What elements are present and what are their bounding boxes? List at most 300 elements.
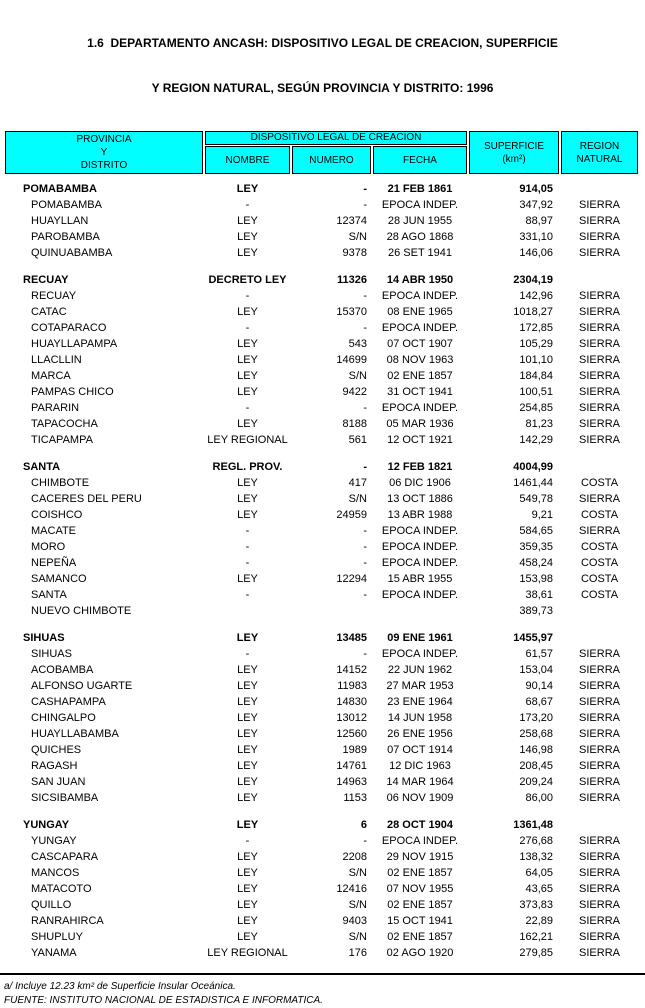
district-row	[5, 833, 639, 849]
cell-superficie: 1018,27	[513, 306, 553, 318]
header-dispositivo-subrow	[205, 146, 467, 174]
cell-name: LLACLLIN	[31, 354, 82, 366]
header-superficie-line2: (km²)	[502, 153, 526, 165]
cell-superficie: 68,67	[525, 696, 553, 708]
cell-superficie: 1461,44	[513, 477, 553, 489]
cell-nombre: LEY	[237, 354, 258, 366]
district-row	[5, 710, 639, 726]
cell-region	[561, 630, 638, 646]
cell-region	[561, 603, 638, 619]
cell-nombre: LEY	[237, 728, 258, 740]
cell-name: MANCOS	[31, 867, 80, 879]
district-row	[5, 432, 639, 448]
cell-nombre: LEY	[237, 509, 258, 521]
cell-superficie: 88,97	[525, 215, 553, 227]
district-row	[5, 881, 639, 897]
header-region-line1: REGION	[579, 140, 620, 152]
cell-numero: -	[363, 290, 367, 302]
cell-name: SAN JUAN	[31, 776, 86, 788]
cell-fecha: 22 JUN 1962	[387, 664, 453, 676]
cell-nombre: LEY	[237, 760, 258, 772]
cell-superficie: 254,85	[519, 402, 553, 414]
district-row	[5, 694, 639, 710]
header-provincia-line1: PROVINCIA	[76, 134, 132, 145]
cell-numero: 6	[360, 819, 367, 831]
cell-fecha: 13 OCT 1886	[387, 493, 453, 505]
header-provincia-line3: DISTRITO	[80, 160, 128, 171]
cell-superficie: 458,24	[519, 557, 553, 569]
cell-name: MORO	[31, 541, 66, 553]
cell-region: SIERRA	[579, 648, 620, 660]
province-row	[5, 630, 639, 646]
cell-region: SIERRA	[579, 680, 620, 692]
header-dispositivo-legal: DISPOSITIVO LEGAL DE CREACION	[205, 131, 467, 145]
cell-numero: 12374	[336, 215, 367, 227]
cell-name: SANTA	[31, 589, 67, 601]
cell-fecha: EPOCA INDEP.	[381, 322, 459, 334]
cell-fecha: 15 OCT 1941	[387, 915, 453, 927]
district-row	[5, 678, 639, 694]
cell-fecha: EPOCA INDEP.	[381, 541, 459, 553]
cell-superficie: 4004,99	[513, 461, 553, 473]
cell-name: MATACOTO	[31, 883, 92, 895]
cell-numero: 11983	[337, 680, 367, 692]
cell-superficie: 138,32	[519, 851, 553, 863]
cell-nombre: LEY	[237, 883, 258, 895]
cell-numero: 14963	[336, 776, 367, 788]
cell-name: SICSIBAMBA	[31, 792, 99, 804]
section-gap	[5, 619, 639, 630]
cell-region: SIERRA	[579, 231, 620, 243]
cell-name: POMABAMBA	[23, 183, 97, 195]
district-row	[5, 603, 639, 619]
header-nombre: NOMBRE	[205, 146, 290, 174]
district-row	[5, 945, 639, 961]
cell-name: HUAYLLABAMBA	[31, 728, 119, 740]
cell-region: SIERRA	[579, 338, 620, 350]
cell-nombre: LEY	[236, 632, 259, 644]
cell-region: COSTA	[580, 589, 619, 601]
cell-superficie: 61,57	[525, 648, 553, 660]
cell-superficie: 359,35	[519, 541, 553, 553]
cell-numero: 176	[348, 947, 367, 959]
cell-nombre: LEY	[237, 338, 258, 350]
district-row	[5, 229, 639, 245]
cell-region: SIERRA	[579, 354, 620, 366]
cell-region: SIERRA	[579, 493, 620, 505]
cell-fecha: EPOCA INDEP.	[381, 835, 459, 847]
cell-nombre: -	[245, 290, 250, 302]
cell-numero: 11326	[337, 274, 367, 286]
cell-name: NEPEÑA	[31, 557, 77, 569]
cell-numero: 543	[348, 338, 367, 350]
province-row	[5, 817, 639, 833]
cell-region: COSTA	[580, 477, 619, 489]
cell-region: SIERRA	[579, 322, 620, 334]
cell-numero: 14830	[336, 696, 367, 708]
header-provincia-distrito	[5, 131, 203, 174]
district-row	[5, 726, 639, 742]
header-superficie-line1: SUPERFICIE	[483, 140, 544, 152]
cell-name: TAPACOCHA	[31, 418, 98, 430]
district-row	[5, 416, 639, 432]
cell-numero: S/N	[348, 231, 367, 243]
cell-nombre: LEY	[237, 776, 258, 788]
district-row	[5, 245, 639, 261]
cell-numero: S/N	[348, 370, 367, 382]
cell-nombre: LEY	[237, 664, 258, 676]
cell-fecha: 26 ENE 1956	[387, 728, 453, 740]
cell-numero: -	[363, 835, 367, 847]
cell-nombre: LEY	[237, 493, 258, 505]
cell-region: SIERRA	[579, 851, 620, 863]
cell-nombre: LEY	[237, 744, 258, 756]
cell-name: CACERES DEL PERU	[31, 493, 142, 505]
cell-name: COTAPARACO	[31, 322, 107, 334]
cell-fecha: 07 OCT 1914	[387, 744, 453, 756]
cell-numero: 8188	[342, 418, 367, 430]
cell-name: PAMPAS CHICO	[31, 386, 114, 398]
cell-superficie: 9,21	[531, 509, 553, 521]
cell-superficie: 86,00	[525, 792, 553, 804]
cell-numero: 14761	[336, 760, 367, 772]
cell-nombre: LEY	[237, 712, 258, 724]
cell-superficie: 142,96	[519, 290, 553, 302]
district-row	[5, 742, 639, 758]
cell-region: SIERRA	[579, 835, 620, 847]
district-row	[5, 849, 639, 865]
cell-numero: 417	[348, 477, 367, 489]
cell-fecha: 12 OCT 1921	[387, 434, 453, 446]
cell-fecha: 08 ENE 1965	[387, 306, 453, 318]
header-fecha: FECHA	[373, 146, 467, 174]
cell-fecha: 14 MAR 1964	[386, 776, 454, 788]
cell-superficie: 209,24	[519, 776, 553, 788]
province-row	[5, 272, 639, 288]
cell-numero: -	[363, 525, 367, 537]
district-row	[5, 320, 639, 336]
cell-superficie: 279,85	[519, 947, 553, 959]
cell-nombre: -	[245, 557, 250, 569]
district-row	[5, 491, 639, 507]
province-row	[5, 459, 639, 475]
cell-superficie: 549,78	[519, 493, 553, 505]
cell-nombre: LEY	[237, 215, 258, 227]
cell-nombre: -	[245, 525, 250, 537]
district-row	[5, 758, 639, 774]
cell-name: RAGASH	[31, 760, 78, 772]
cell-nombre: -	[245, 835, 250, 847]
header-numero: NUMERO	[292, 146, 371, 174]
cell-fecha: 31 OCT 1941	[387, 386, 453, 398]
district-row	[5, 523, 639, 539]
district-row	[5, 197, 639, 213]
cell-name: SAMANCO	[31, 573, 87, 585]
cell-superficie: 153,98	[519, 573, 553, 585]
cell-numero: -	[363, 199, 367, 211]
cell-superficie: 276,68	[519, 835, 553, 847]
cell-name: ALFONSO UGARTE	[31, 680, 133, 692]
district-row	[5, 368, 639, 384]
cell-name: RECUAY	[23, 274, 69, 286]
district-row	[5, 539, 639, 555]
cell-fecha: 15 ABR 1955	[387, 573, 453, 585]
cell-nombre: LEY	[237, 418, 258, 430]
cell-nombre: LEY	[237, 680, 258, 692]
district-row	[5, 213, 639, 229]
cell-name: CHIMBOTE	[31, 477, 90, 489]
cell-name: CASCAPARA	[31, 851, 99, 863]
cell-name: RECUAY	[31, 290, 77, 302]
cell-nombre: LEY	[237, 386, 258, 398]
cell-region: SIERRA	[579, 418, 620, 430]
cell-fecha: 02 ENE 1857	[387, 867, 453, 879]
cell-region: SIERRA	[579, 899, 620, 911]
cell-superficie: 153,04	[519, 664, 553, 676]
cell-region: SIERRA	[579, 370, 620, 382]
cell-fecha: 02 AGO 1920	[386, 947, 454, 959]
cell-superficie: 90,14	[525, 680, 553, 692]
cell-fecha: EPOCA INDEP.	[381, 648, 459, 660]
cell-region: SIERRA	[579, 199, 620, 211]
cell-superficie: 146,06	[519, 247, 553, 259]
district-row	[5, 790, 639, 806]
cell-fecha: 28 OCT 1904	[386, 819, 454, 831]
cell-name: TICAPAMPA	[31, 434, 93, 446]
cell-fecha: EPOCA INDEP.	[381, 589, 459, 601]
cell-nombre: LEY	[237, 792, 258, 804]
cell-superficie: 389,73	[519, 605, 553, 617]
cell-region: SIERRA	[579, 306, 620, 318]
district-row	[5, 913, 639, 929]
district-row	[5, 555, 639, 571]
cell-numero: 13485	[336, 632, 367, 644]
cell-nombre: LEY	[237, 573, 258, 585]
cell-name: SIHUAS	[31, 648, 72, 660]
section-gap	[5, 806, 639, 817]
cell-superficie: 347,92	[519, 199, 553, 211]
cell-fecha: EPOCA INDEP.	[381, 199, 459, 211]
cell-numero: 12560	[336, 728, 367, 740]
cell-superficie: 208,45	[519, 760, 553, 772]
cell-region: SIERRA	[579, 867, 620, 879]
cell-nombre: -	[245, 199, 250, 211]
cell-nombre: LEY	[236, 183, 259, 195]
cell-numero: -	[363, 589, 367, 601]
cell-superficie: 914,05	[519, 183, 553, 195]
cell-numero: -	[363, 461, 367, 473]
cell-numero: 1153	[343, 792, 367, 804]
cell-nombre: LEY	[237, 247, 258, 259]
cell-nombre: LEY REGIONAL	[207, 947, 288, 959]
cell-region: COSTA	[580, 557, 619, 569]
cell-fecha: 29 NOV 1915	[386, 851, 454, 863]
district-row	[5, 384, 639, 400]
cell-numero: -	[363, 322, 367, 334]
cell-nombre: LEY	[237, 696, 258, 708]
page-title	[0, 0, 645, 126]
cell-nombre: -	[245, 402, 250, 414]
province-row	[5, 181, 639, 197]
cell-fecha: 08 NOV 1963	[386, 354, 454, 366]
cell-nombre: LEY	[237, 899, 258, 911]
cell-nombre: DECRETO LEY	[208, 274, 287, 286]
page-title-line2: Y REGION NATURAL, SEGÚN PROVINCIA Y DISTRITO: 1996	[151, 81, 494, 95]
cell-fecha: EPOCA INDEP.	[381, 557, 459, 569]
cell-superficie: 38,61	[525, 589, 553, 601]
cell-nombre: LEY REGIONAL	[207, 434, 288, 446]
district-row	[5, 646, 639, 662]
cell-superficie: 81,23	[525, 418, 553, 430]
cell-region	[561, 459, 638, 475]
cell-nombre: LEY	[237, 915, 258, 927]
cell-name: YUNGAY	[23, 819, 70, 831]
cell-superficie: 22,89	[525, 915, 553, 927]
cell-nombre: -	[245, 589, 250, 601]
district-row	[5, 507, 639, 523]
cell-numero: 12416	[336, 883, 367, 895]
cell-numero: -	[363, 648, 367, 660]
cell-region: SIERRA	[579, 434, 620, 446]
cell-fecha: 07 NOV 1955	[386, 883, 454, 895]
cell-nombre: LEY	[237, 231, 258, 243]
cell-region: SIERRA	[579, 883, 620, 895]
table-header	[5, 131, 639, 174]
section-gap	[5, 448, 639, 459]
cell-fecha	[373, 603, 467, 619]
cell-fecha: 13 ABR 1988	[387, 509, 453, 521]
cell-region	[561, 181, 638, 197]
cell-fecha: EPOCA INDEP.	[381, 402, 459, 414]
district-row	[5, 774, 639, 790]
cell-nombre: LEY	[237, 851, 258, 863]
cell-superficie: 258,68	[519, 728, 553, 740]
cell-name: RANRAHIRCA	[31, 915, 104, 927]
cell-name: COISHCO	[31, 509, 83, 521]
cell-superficie: 101,10	[519, 354, 553, 366]
cell-name: QUILLO	[31, 899, 72, 911]
district-row	[5, 865, 639, 881]
cell-nombre: LEY	[237, 477, 258, 489]
cell-name: YANAMA	[31, 947, 77, 959]
cell-region: SIERRA	[579, 525, 620, 537]
cell-name: SHUPLUY	[31, 931, 83, 943]
cell-fecha: 27 MAR 1953	[386, 680, 454, 692]
cell-region: SIERRA	[579, 664, 620, 676]
footnote-fuente: FUENTE: INSTITUTO NACIONAL DE ESTADISTICA E INFORMATICA.	[4, 995, 323, 1006]
cell-numero: 24959	[336, 509, 367, 521]
cell-fecha: 06 DIC 1906	[389, 477, 451, 489]
cell-superficie: 142,29	[519, 434, 553, 446]
cell-name: PARARIN	[31, 402, 80, 414]
cell-name: CHINGALPO	[31, 712, 96, 724]
district-row	[5, 571, 639, 587]
cell-name: HUAYLLAN	[31, 215, 89, 227]
cell-name: CASHAPAMPA	[31, 696, 106, 708]
header-dispositivo-group	[205, 131, 467, 174]
district-row	[5, 662, 639, 678]
cell-fecha: 14 ABR 1950	[386, 274, 454, 286]
cell-superficie: 184,84	[519, 370, 553, 382]
page-title-line1: 1.6 DEPARTAMENTO ANCASH: DISPOSITIVO LEGAL DE CREACION, SUPERFICIE	[87, 36, 558, 50]
cell-name: ACOBAMBA	[31, 664, 94, 676]
cell-superficie: 100,51	[519, 386, 553, 398]
cell-superficie: 373,83	[519, 899, 553, 911]
cell-region: SIERRA	[579, 915, 620, 927]
cell-numero: 13012	[336, 712, 367, 724]
cell-nombre: -	[245, 322, 250, 334]
footnotes	[0, 980, 645, 1008]
cell-region	[561, 272, 638, 288]
cell-region: SIERRA	[579, 792, 620, 804]
cell-region: COSTA	[580, 541, 619, 553]
cell-region: SIERRA	[579, 290, 620, 302]
cell-fecha: 28 AGO 1868	[386, 231, 454, 243]
cell-fecha: 28 JUN 1955	[387, 215, 453, 227]
cell-fecha: EPOCA INDEP.	[381, 290, 459, 302]
cell-numero: 9403	[342, 915, 367, 927]
cell-name: QUINUABAMBA	[31, 247, 113, 259]
cell-region: COSTA	[580, 509, 619, 521]
cell-numero: 14699	[336, 354, 367, 366]
district-row	[5, 587, 639, 603]
cell-nombre: REGL. PROV.	[212, 461, 283, 473]
cell-name: CATAC	[31, 306, 67, 318]
cell-nombre: LEY	[237, 370, 258, 382]
district-row	[5, 336, 639, 352]
district-row	[5, 400, 639, 416]
cell-fecha: 06 NOV 1909	[386, 792, 454, 804]
cell-numero: 1989	[342, 744, 367, 756]
cell-region: SIERRA	[579, 744, 620, 756]
cell-superficie: 173,20	[519, 712, 553, 724]
cell-superficie: 2304,19	[513, 274, 553, 286]
cell-name: YUNGAY	[31, 835, 77, 847]
table-bottom-rule	[0, 973, 645, 975]
cell-fecha: 09 ENE 1961	[387, 632, 453, 644]
cell-numero: S/N	[348, 931, 367, 943]
cell-name: NUEVO CHIMBOTE	[31, 605, 132, 617]
cell-name: SANTA	[23, 461, 61, 473]
district-row	[5, 288, 639, 304]
district-row	[5, 304, 639, 320]
cell-region: SIERRA	[579, 947, 620, 959]
cell-region: SIERRA	[579, 247, 620, 259]
footnote-note: a/ Incluye 12.23 km² de Superficie Insular Oceánica.	[4, 981, 236, 992]
cell-numero: S/N	[348, 899, 367, 911]
cell-superficie: 43,65	[525, 883, 553, 895]
cell-numero: -	[363, 183, 367, 195]
cell-numero: 2208	[342, 851, 367, 863]
cell-region: SIERRA	[579, 696, 620, 708]
cell-name: HUAYLLAPAMPA	[31, 338, 118, 350]
cell-numero: S/N	[348, 493, 367, 505]
district-row	[5, 897, 639, 913]
cell-numero: -	[363, 541, 367, 553]
cell-nombre: -	[245, 541, 250, 553]
table-body	[5, 174, 639, 961]
header-region	[561, 131, 638, 174]
cell-superficie: 162,21	[519, 931, 553, 943]
cell-region: SIERRA	[579, 776, 620, 788]
cell-numero: 9378	[342, 247, 367, 259]
cell-region: SIERRA	[579, 712, 620, 724]
cell-superficie: 172,85	[519, 322, 553, 334]
cell-name: QUICHES	[31, 744, 82, 756]
cell-superficie: 1361,48	[513, 819, 553, 831]
section-gap	[5, 261, 639, 272]
cell-numero: 15370	[336, 306, 367, 318]
